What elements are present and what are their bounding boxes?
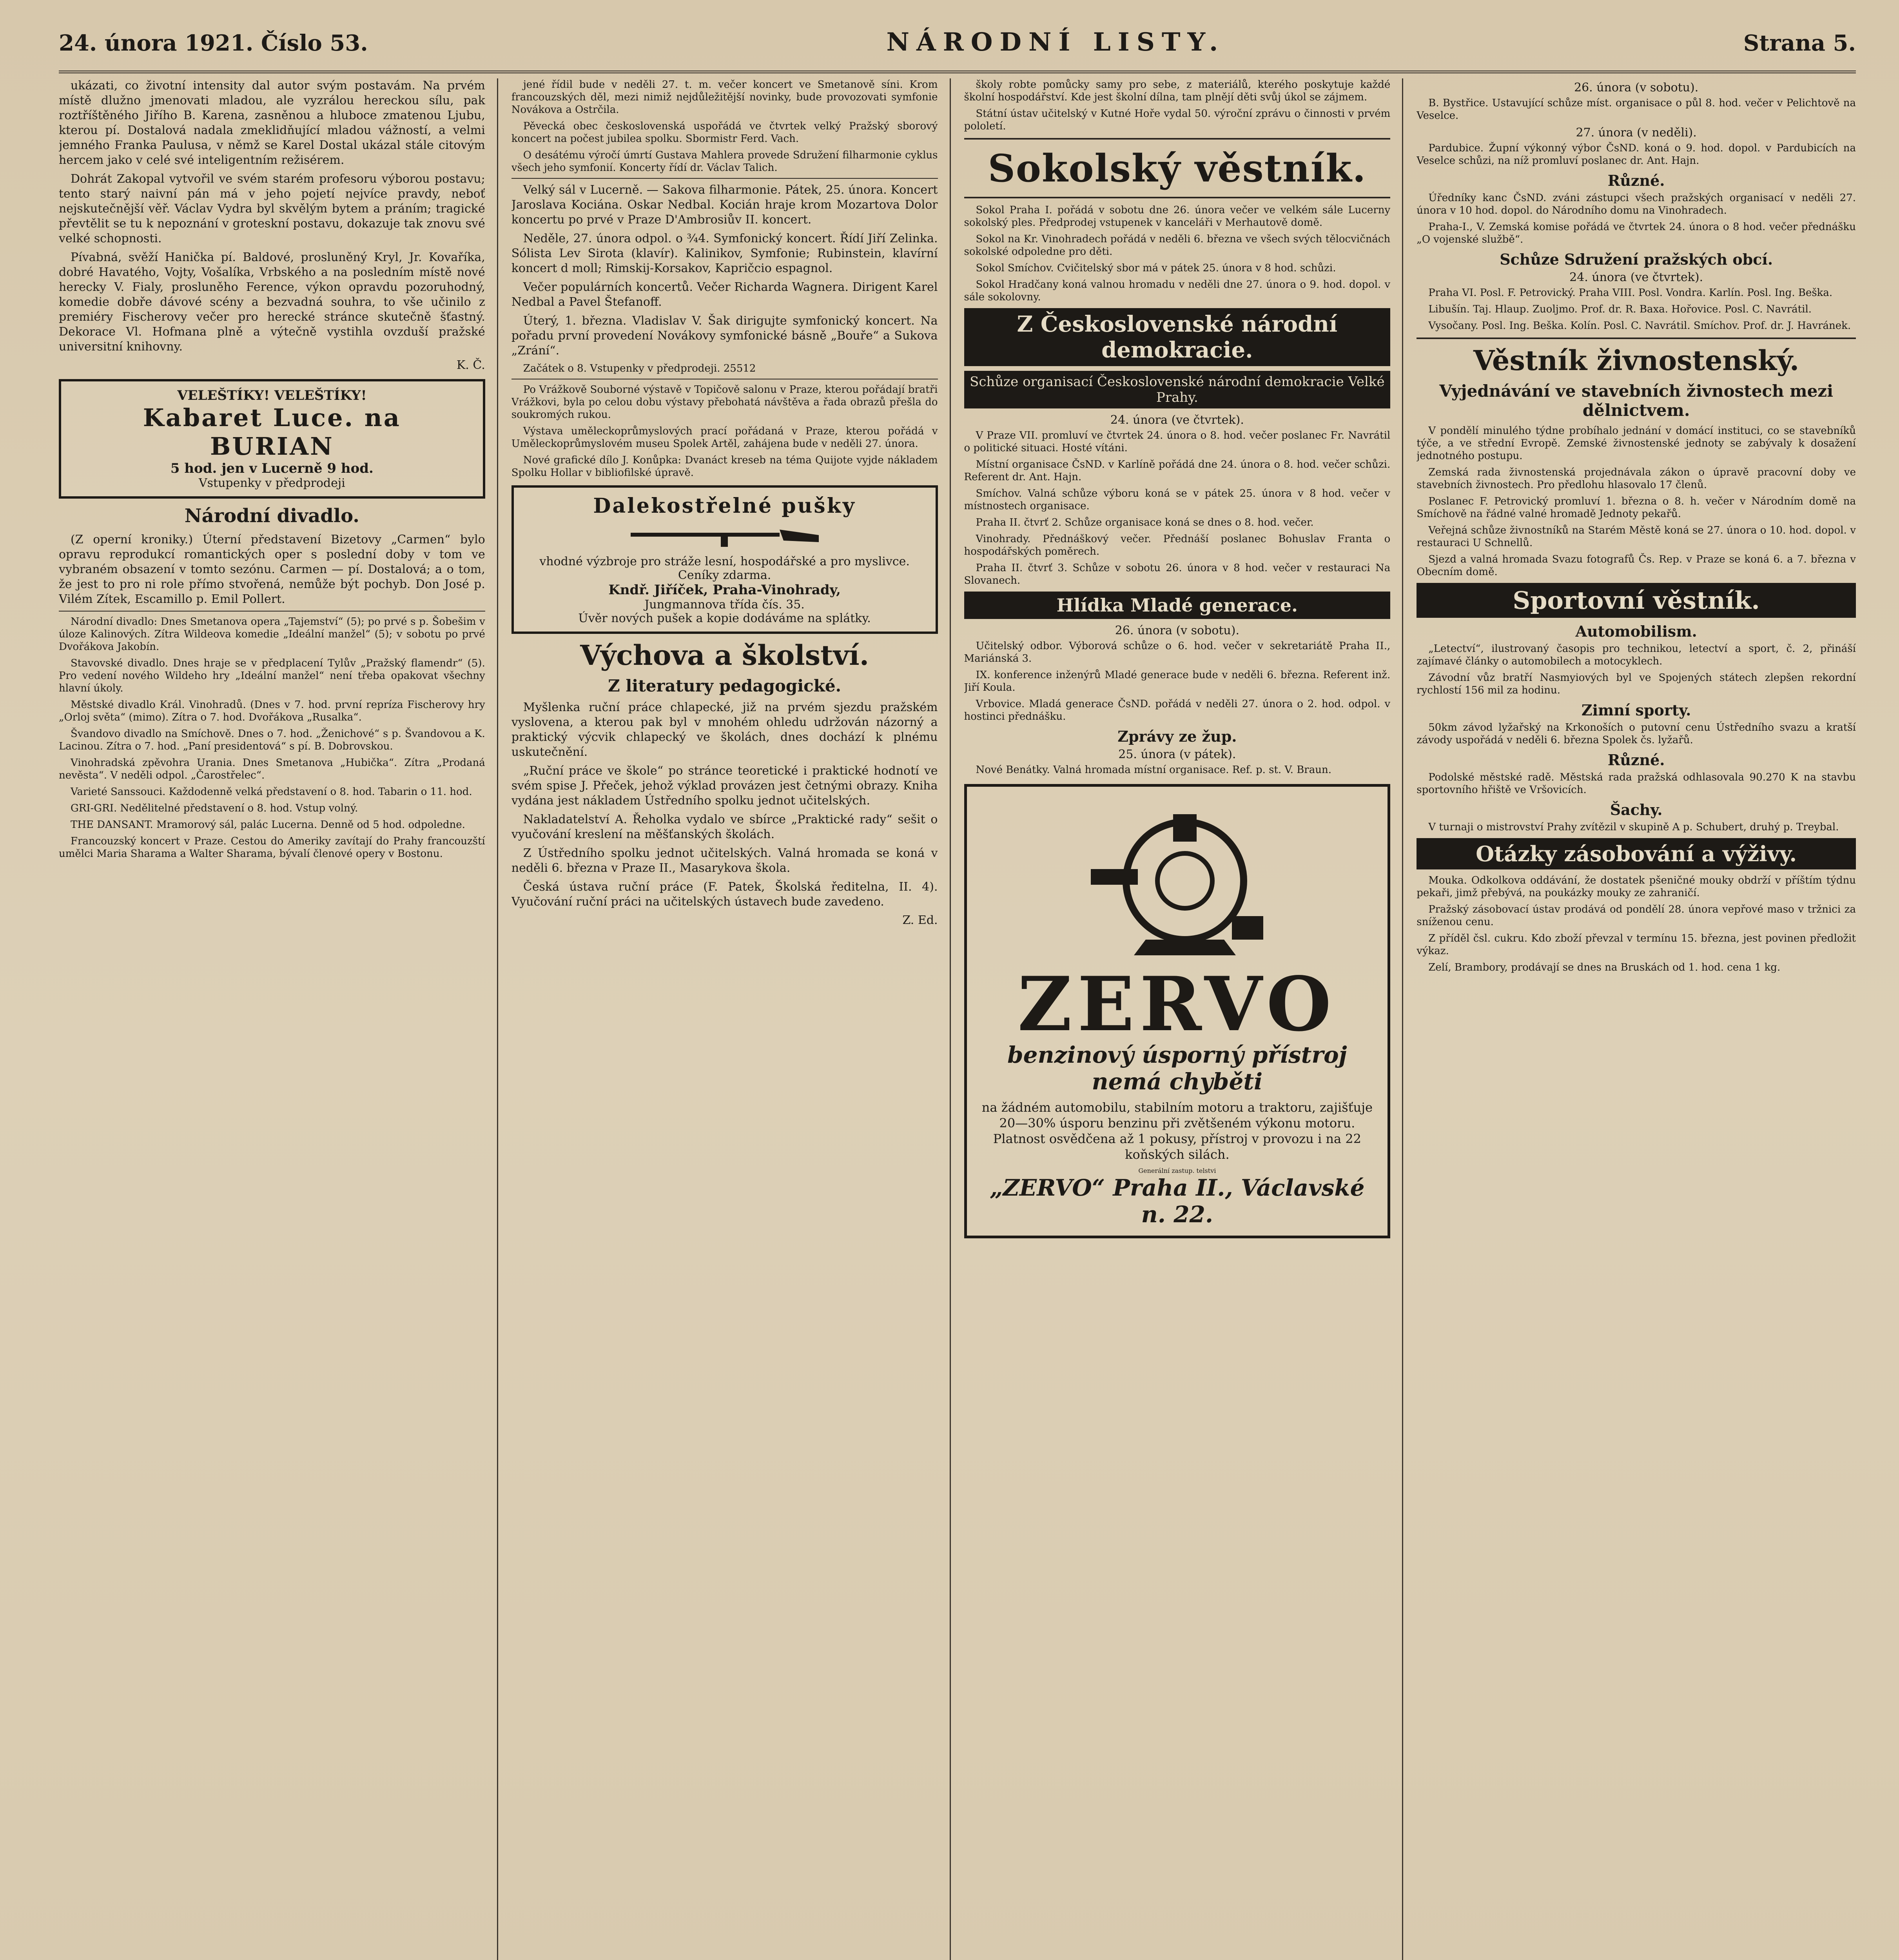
article-paragraph: Smíchov. Valná schůze výboru koná se v pátek 25. února v 8 hod. večer v místnostech organisace. xyxy=(964,488,1391,512)
article-paragraph: Mouka. Odkolkova oddávání, že dostatek pšeničné mouky obdrží v příštím týdnu pekaři, jimž přebývá, na poukázky mouky ze zahraničí. xyxy=(1417,875,1856,899)
article-paragraph: Státní ústav učitelský v Kutné Hoře vydal 50. výroční zprávu o činnosti v prvém pololetí. xyxy=(964,108,1391,132)
article-signature: K. Č. xyxy=(456,358,485,372)
advertisement-pusky xyxy=(511,485,938,634)
masthead-title: NÁRODNÍ LISTY. xyxy=(886,27,1225,57)
ad-firm: Kndř. Jiříček, Praha-Vinohrady, xyxy=(608,582,841,598)
column-1 xyxy=(59,78,498,1960)
article-paragraph: THE DANSANT. Mramorový sál, palác Lucerna. Denně od 5 hod. odpoledne. xyxy=(71,819,465,831)
article-paragraph: Z příděl čsl. cukru. Kdo zboží převzal v termínu 15. března, jest povinen předložit výkaz. xyxy=(1417,933,1856,957)
article-paragraph: Úterý, 1. března. Vladislav V. Šak dirigujte symfonický koncert. Na pořadu první provedení Novákovy symfonické básně „Bouře“ a Sukova „Zrání“. xyxy=(511,314,938,358)
article-paragraph: Závodní vůz bratří Nasmyiových byl ve Spojených státech zlepšen rekordní rychlostí 156 mil za hodinu. xyxy=(1417,672,1856,696)
section-banner: Hlídka Mladé generace. xyxy=(964,592,1391,619)
article-paragraph: Nakladatelství A. Řeholka vydalo ve sbírce „Praktické rady“ sešit o vyučování kreslení na měšťanských školách. xyxy=(511,813,938,841)
zervo-representative: Generální zastup. telstvi xyxy=(1138,1167,1216,1174)
section-banner-sub: Schůze organisací Československé národní demokracie Velké Prahy. xyxy=(964,371,1391,408)
column-4 xyxy=(1417,78,1856,1960)
article-paragraph: Začátek o 8. Vstupenky v předprodeji. 25512 xyxy=(523,363,756,374)
article-paragraph: Neděle, 27. února odpol. o ¾4. Symfonický koncert. Řídí Jiří Zelinka. Sólista Lev Sirota (klavír). Kalinikov, Symfonie; Rubinstein, klavírní koncert d moll; Rimskij-Korsakov, Kapričcio espagnol. xyxy=(511,232,938,275)
article-paragraph: Vinohradská zpěvohra Urania. Dnes Smetanova „Hubička“. Zítra „Prodaná nevěsta“. V neděli odpol. „Čarostřelec“. xyxy=(59,757,485,781)
rifle-icon xyxy=(623,518,827,553)
article-paragraph: Praha VI. Posl. F. Petrovický. Praha VIII. Posl. Vondra. Karlín. Posl. Ing. Beška. xyxy=(1428,287,1833,299)
article-paragraph: Sokol Hradčany koná valnou hromadu v neděli dne 27. února o 9. hod. dopol. v sále sokolovny. xyxy=(964,279,1391,303)
ad-foot: Vstupenky v předprodeji xyxy=(198,476,345,490)
article-paragraph: Sjezd a valná hromada Svazu fotografů Čs. Rep. v Praze se koná 6. a 7. března v Obecním domě. xyxy=(1417,554,1856,578)
article-paragraph: Pívabná, svěží Hanička pí. Baldové, prosluněný Kryl, Jr. Kovaříka, dobré Havatého, Vojty, Vošalíka, Vrbského a na posledním místě nové herecky V. Fialy, prosluněho Ference, výkon opravdu pozoruhodný, komedie dobře dávové scény a bezvadná souhra, to vše učinilo z premiéry Fischerovy večer pro herecké stránce skutečně šťastný. Dekorace Vl. Hofmana plně a výtečně vystihla ovzduší pražské universitní knihovny. xyxy=(59,250,485,354)
article-signature: Z. Ed. xyxy=(902,913,938,927)
section-banner: Z Československé národní demokracie. xyxy=(964,308,1391,366)
article-paragraph: Z Ústředního spolku jednot učitelských. Valná hromada se koná v neděli 6. března v Praze II., Masarykova škola. xyxy=(511,846,938,875)
ad-title: Dalekostřelné pušky xyxy=(593,494,856,518)
article-paragraph: Varieté Sanssouci. Každodenně velká představení o 8. hod. Tabarin o 11. hod. xyxy=(71,786,472,798)
article-paragraph: Podolské městské radě. Městská rada pražská odhlasovala 90.270 K na stavbu sportovního hřiště ve Vršovicích. xyxy=(1417,771,1856,796)
section-heading: Věstník živnostenský. xyxy=(1473,344,1799,377)
article-paragraph: Zemská rada živnostenská projednávala zákon o úpravě pracovní doby ve stavebních živnostech. Pro předlohu hlasovalo 17 členů. xyxy=(1417,466,1856,491)
article-paragraph: GRI-GRI. Nedělitelné představení o 8. hod. Vstup volný. xyxy=(71,802,358,814)
article-paragraph: Stavovské divadlo. Dnes hraje se v předplacení Tylův „Pražský flamendr“ (5). Pro vedení nového Wildeho hry „Ideální manžel“ není třeba opakovat všechny hlavní úkoly. xyxy=(59,657,485,694)
section-heading: Různé. xyxy=(1607,172,1665,189)
zervo-body: na žádném automobilu, stabilním motoru a traktoru, zajišťuje 20—30% úsporu benzinu při zvětšeném výkonu motoru. Platnost osvědčena až 1 pokusy, přístroj v provozu i na 22 koňských silách. xyxy=(981,1100,1373,1162)
advertisement-kabaret xyxy=(59,379,485,499)
article-paragraph: Vysočany. Posl. Ing. Beška. Kolín. Posl. C. Navrátil. Smíchov. Prof. dr. J. Havránek. xyxy=(1428,320,1851,332)
date-line: 26. února (v sobotu). xyxy=(1574,81,1699,94)
article-paragraph: Výstava uměleckoprůmyslových prací pořádaná v Praze, kterou pořádá v Uměleckoprůmyslovém museu Spolek Artěl, zahájena bude v neděli 27. února. xyxy=(511,425,938,450)
section-subheading: Automobilism. xyxy=(1575,622,1697,640)
column-2 xyxy=(511,78,951,1960)
article-paragraph: V pondělí minulého týdne probíhalo jednání v domácí instituci, co se stavebníků týče, a ve střední Evropě. Zemské živnostenské jednoty se zabývaly k dosažení jednotného postupu. xyxy=(1417,425,1856,462)
section-subheading: Různé. xyxy=(1607,751,1665,769)
article-paragraph: Praha II. čtvrť 2. Schůze organisace koná se dnes o 8. hod. večer. xyxy=(976,517,1314,528)
ad-name-2: BURIAN xyxy=(210,432,334,461)
columns xyxy=(59,78,1856,1960)
date-line: 24. února (ve čtvrtek). xyxy=(1110,413,1244,427)
article-paragraph: ukázati, co životní intensity dal autor svým postavám. Na prvém místě dlužno jmenovati mladou, ale vyzrálou hereckou sílu, pak roztříštěného Jiřího B. Karena, zasněnou a hluboce zmatenou Ljubu, kterou pí. Dostalová nadala zmeklidňující mladou vážností, a velmi jemného Franka Paulusa, v němž se Karel Dostal ukázal stále citovým hercem jako v celé své inteligentním režisérem. xyxy=(59,79,485,167)
article-paragraph: Myšlenka ruční práce chlapecké, již na prvém sjezdu pražském vyslovena, a kterou pak byl v mnohém ohledu udržován názorný a praktický výcvik chlapecký ve školách, dnes dochází k plnému uskutečnění. xyxy=(511,701,938,759)
article-paragraph: Sokol na Kr. Vinohradech pořádá v neděli 6. března ve všech svých tělocvičnách sokolské odpoledne pro děti. xyxy=(964,233,1391,258)
date-line: 27. února (v neděli). xyxy=(1576,126,1697,140)
masthead-date-issue: 24. února 1921. Číslo 53. xyxy=(59,30,368,56)
masthead xyxy=(59,27,1856,73)
article-paragraph: (Z operní kroniky.) Úterní představení Bizetovy „Carmen“ bylo opravu reprodukcí romantických oper s poslední doby v tom ve vybraném obsazení v tomto sezónu. Carmen — pí. Dostalová; a o tom, že jest to pro ni role přímo stvořená, nemůže být pochyb. Don José p. Vilém Zítek, Escamillo p. Emil Pollert. xyxy=(59,533,485,606)
article-paragraph: Národní divadlo: Dnes Smetanova opera „Tajemství“ (5); po prvé s p. Šobešim v úloze Kalinových. Zítra Wildeova komedie „Ideální manžel“ (5); v sobotu po prvé Dvořákova Jakobín. xyxy=(59,616,485,653)
article-paragraph: Zelí, Brambory, prodávají se dnes na Bruskách od 1. hod. cena 1 kg. xyxy=(1428,962,1781,973)
date-line: 24. února (ve čtvrtek). xyxy=(1569,270,1703,284)
section-heading: Výchova a školství. xyxy=(580,639,869,671)
article-paragraph: O desátému výročí úmrtí Gustava Mahlera provede Sdružení filharmonie cyklus všech jeho symfonií. Koncerty řídí dr. Václav Talich. xyxy=(511,149,938,174)
article-paragraph: Sokol Smíchov. Cvičitelský sbor má v pátek 25. února v 8 hod. schůzi. xyxy=(976,262,1336,274)
section-subheading: Schůze Sdružení pražských obcí. xyxy=(1500,250,1773,268)
article-paragraph: Pražský zásobovací ústav prodává od pondělí 28. února vepřové maso v tržnici za sníženou cenu. xyxy=(1417,904,1856,928)
article-paragraph: Nové grafické dílo J. Konůpka: Dvanáct kreseb na téma Quijote vyjde nákladem Spolku Hollar v bibliofilské úpravě. xyxy=(511,454,938,479)
article-paragraph: Švandovo divadlo na Smíchově. Dnes o 7. hod. „Ženichové“ s p. Švandovou a K. Lacinou. Zítra o 7. hod. „Paní presidentová“ s pí. B. Dobrovskou. xyxy=(59,728,485,752)
article-paragraph: V Praze VII. promluví ve čtvrtek 24. února o 8. hod. večer poslanec Fr. Navrátil o politické situaci. Hosté vítáni. xyxy=(964,430,1391,454)
article-paragraph: Úředníky kanc ČsND. zváni zástupci všech pražských organisací v neděli 27. února v 10 hod. dopol. do Národního domu na Vinohradech. xyxy=(1417,192,1856,216)
article-paragraph: IX. konference inženýrů Mladé generace bude v neděli 6. března. Referent inž. Jiří Koula. xyxy=(964,669,1391,693)
ad-body: vhodné výzbroje pro stráže lesní, hospodářské a pro myslivce. Ceníky zdarma. xyxy=(539,555,910,582)
date-line: 25. února (v pátek). xyxy=(1118,748,1236,761)
article-paragraph: Večer populárních koncertů. Večer Richarda Wagnera. Dirigent Karel Nedbal a Pavel Štefanoff. xyxy=(511,280,938,309)
article-paragraph: „Ruční práce ve škole“ po stránce teoretické i praktické hodnotí ve svém spise J. Přeček, jehož výklad provázen jest četnými obrazy. Kniha vydána jest nákladem Ústředního spolku jednot učitelských. xyxy=(511,764,938,808)
article-paragraph: „Letectví“, ilustrovaný časopis pro technikou, letectví a sport, č. 2, přináší zajímavé články o automobilech a motocyklech. xyxy=(1417,643,1856,667)
article-paragraph: Praha-I., V. Zemská komise pořádá ve čtvrtek 24. února o 8 hod. večer přednášku „O vojenské službě“. xyxy=(1417,221,1856,245)
article-paragraph: Veřejná schůze živnostníků na Starém Městě koná se 27. února o 10. hod. dopol. v restauraci U Schnellů. xyxy=(1417,524,1856,549)
article-paragraph: Dohrát Zakopal vytvořil ve svém starém profesoru výborou postavu; tento starý naivní pán má v jeho pojetí nejvíce pravdy, neboť nejskutečnější věř. Václav Vydra byl skvělým bytem a práním; tragické převtělit se tu k nepoznání v groteskní postavu, dokazuje tak znovu své velké schopnosti. xyxy=(59,172,485,245)
article-paragraph: Nové Benátky. Valná hromada místní organisace. Ref. p. st. V. Braun. xyxy=(976,764,1331,776)
article-paragraph: Libušín. Taj. Hlaup. Zuoljmo. Prof. dr. R. Baxa. Hořovice. Posl. C. Navrátil. xyxy=(1428,303,1812,315)
divider xyxy=(59,611,485,612)
article-paragraph: Vrbovice. Mladá generace ČsND. pořádá v neděli 27. února o 2. hod. odpol. v hostinci přednášku. xyxy=(964,698,1391,722)
advertisement-zervo xyxy=(964,784,1391,1238)
section-subheading: Vyjednávání ve stavebních živnostech mezi dělnictvem. xyxy=(1439,381,1834,420)
divider xyxy=(1417,338,1856,339)
article-paragraph: Česká ústava ruční práce (F. Patek, Školská ředitelna, II. 4). Vyučování ruční práci na učitelských ústavech bude zavedeno. xyxy=(511,880,938,909)
section-heading: Sokolský věstník. xyxy=(988,146,1367,191)
section-heading: Národní divadlo. xyxy=(184,505,359,527)
article-paragraph: Učitelský odbor. Výborová schůze o 6. hod. večer v sekretariátě Praha II., Mariánská 3. xyxy=(964,640,1391,664)
divider xyxy=(964,197,1391,198)
column-3 xyxy=(964,78,1404,1960)
ad-top-line: VELEŠTÍKY! VELEŠTÍKY! xyxy=(177,388,367,403)
section-banner: Sportovní věstník. xyxy=(1417,583,1856,618)
article-paragraph: Praha II. čtvrť 3. Schůze v sobotu 26. února v 8 hod. večer v restauraci Na Slovanech. xyxy=(964,562,1391,586)
article-paragraph: Vinohrady. Přednáškový večer. Přednáší poslanec Bohuslav Franta o hospodářských poměrech. xyxy=(964,533,1391,557)
article-paragraph: jené řídil bude v neděli 27. t. m. večer koncert ve Smetanově síni. Krom francouzských děl, mezi nimiž nejdůležitější novinky, bude provozovati symfonie Novákova a Ostrčila. xyxy=(511,79,938,116)
divider xyxy=(511,178,938,179)
article-paragraph: Místní organisace ČsND. v Karlíně pořádá dne 24. února o 8. hod. večer schůzi. Referent dr. Ant. Hajn. xyxy=(964,459,1391,483)
article-paragraph: Poslanec F. Petrovický promluví 1. března o 8. h. večer v Národním domě na Smíchově na řádné valné hromadě Jednoty pekařů. xyxy=(1417,495,1856,520)
section-subheading: Zprávy ze žup. xyxy=(1117,728,1237,745)
section-subheading: Zimní sporty. xyxy=(1581,701,1691,719)
article-paragraph: V turnaji o mistrovství Prahy zvítězil v skupině A p. Schubert, druhý p. Treybal. xyxy=(1428,821,1839,833)
ad-foot: Úvěr nových pušek a kopie dodáváme na splátky. xyxy=(578,612,871,625)
article-paragraph: Francouzský koncert v Praze. Cestou do Ameriky zavítají do Prahy francouzští umělci Maria Sharama a Walter Sharama, bývalí členové opery v Bostonu. xyxy=(59,835,485,860)
article-paragraph: 50km závod lyžařský na Krkonoších o putovní cenu Ústředního svazu a kratší závody uspořádá v neděli 6. března Spolek čs. lyžařů. xyxy=(1417,722,1856,746)
zervo-address: „ZERVO“ Praha II., Václavské n. 22. xyxy=(990,1174,1365,1228)
ad-name: Kabaret Luce. na xyxy=(143,403,401,432)
zervo-brand: ZERVO xyxy=(1018,960,1337,1048)
date-line: 26. února (v sobotu). xyxy=(1115,624,1239,637)
ad-line: 5 hod. jen v Lucerně 9 hod. xyxy=(170,461,374,476)
article-paragraph: Pardubice. Župní výkonný výbor ČsND. koná o 9. hod. dopol. v Pardubicích na Veselce schůzi, na níž promluví poslanec dr. Ant. Hajn. xyxy=(1417,142,1856,167)
section-banner: Otázky zásobování a výživy. xyxy=(1417,838,1856,869)
article-paragraph: Sokol Praha I. pořádá v sobotu dne 26. února večer ve velkém sále Lucerny sokolský ples. Předprodej vstupenek v kanceláři v Merhautově domě. xyxy=(964,204,1391,229)
article-paragraph: Pěvecká obec československá uspořádá ve čtvrtek velký Pražský sborový koncert na počest jubilea spolku. Sbormistr Ferd. Vach. xyxy=(511,120,938,145)
article-paragraph: B. Bystřice. Ustavující schůze míst. organisace o půl 8. hod. večer v Pelichtově na Veselce. xyxy=(1417,97,1856,122)
masthead-page-number: Strana 5. xyxy=(1743,30,1856,56)
divider xyxy=(964,138,1391,140)
article-paragraph: Městské divadlo Král. Vinohradů. (Dnes v 7. hod. první repríza Fischerovy hry „Orloj světa“ (mimo). Zítra o 7. hod. Dvořákova „Rusalka“. xyxy=(59,699,485,723)
section-subheading: Z literatury pedagogické. xyxy=(608,676,842,695)
article-paragraph: Velký sál v Lucerně. — Sakova filharmonie. Pátek, 25. února. Koncert Jaroslava Kociána. Oskar Nedbal. Kocián hraje krom Mozartova Dolor koncertu po prvé v Praze D'Ambrosiův II. koncert. xyxy=(511,183,938,227)
section-subheading: Šachy. xyxy=(1610,801,1663,818)
article-paragraph: Po Vrážkově Souborné výstavě v Topičově salonu v Praze, kterou pořádají bratři Vrážkovi, byla po celou dobu výstavy přebohatá návštěva a řada obrazů přešla do soukromých rukou. xyxy=(511,384,938,421)
zervo-tagline: benzinový úsporný přístroj nemá chyběti xyxy=(1007,1042,1347,1095)
ad-address: Jungmannova třída čís. 35. xyxy=(644,598,805,612)
article-paragraph: školy robte pomůcky samy pro sebe, z materiálů, kterého poskytuje každé školní hospodářství. Kde jest školní dílna, tam plnějí děti svůj úkol se zájmem. xyxy=(964,79,1391,103)
engine-device-icon xyxy=(1067,799,1287,963)
